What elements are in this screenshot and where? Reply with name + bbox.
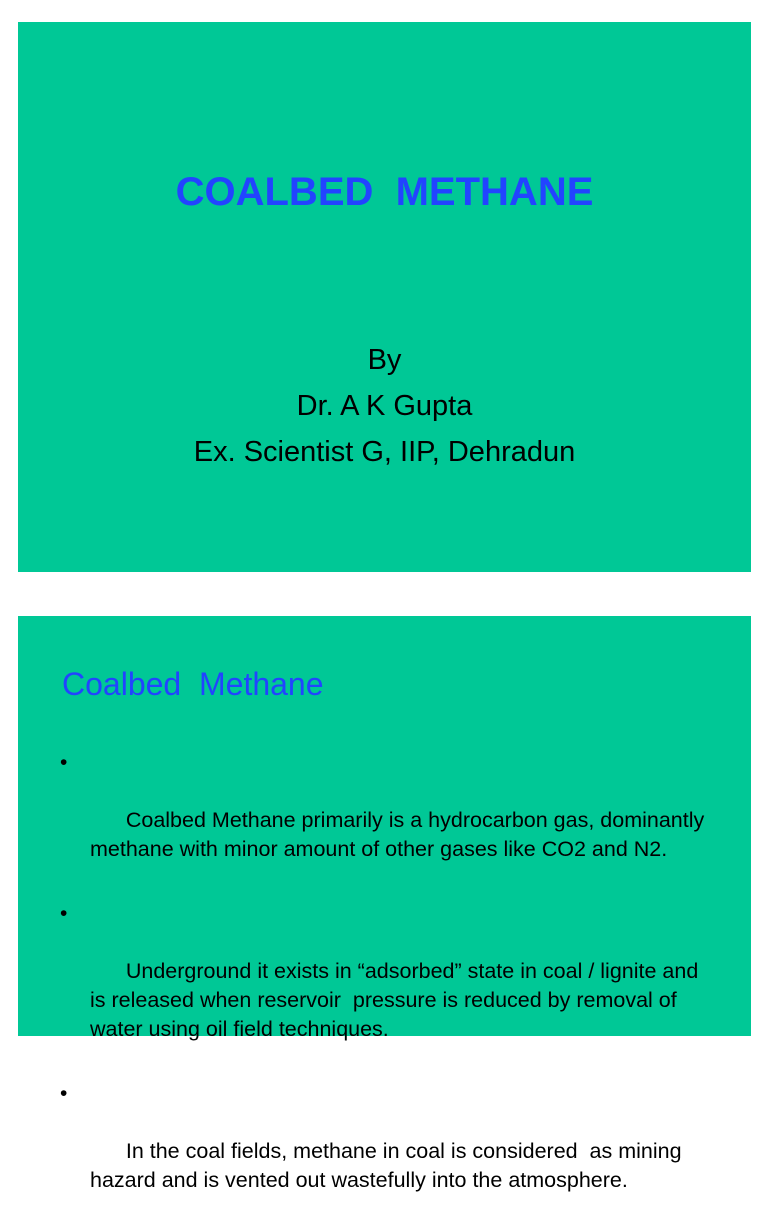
bullet-list [58,748,718,1230]
bullet-icon: • [60,902,68,925]
title-slide [18,22,751,572]
bullet-text: Coalbed Methane primarily is a hydrocarbon gas, dominantly methane with minor amount of other gases like CO2 and N2. [90,808,711,861]
content-slide [18,616,751,1192]
list-item [58,748,718,893]
bullet-icon: • [60,751,68,774]
by-label: By [367,344,402,376]
slide-title: COALBED METHANE [175,170,594,214]
bullet-text: Underground it exists in “adsorbed” state in coal / lignite and is released when reservoir pressure is reduced by removal of water using oil field techniques. [90,959,705,1041]
list-item [58,1079,718,1224]
author-name: Dr. A K Gupta [296,390,473,422]
list-item [58,899,718,1073]
bullet-text: In the coal fields, methane in coal is considered as mining hazard and is vented out wastefully into the atmosphere. [90,1139,688,1192]
author-affiliation: Ex. Scientist G, IIP, Dehradun [193,436,576,468]
bullet-icon: • [60,1082,68,1105]
content-slide-title: Coalbed Methane [62,666,324,702]
author-block [18,337,751,475]
